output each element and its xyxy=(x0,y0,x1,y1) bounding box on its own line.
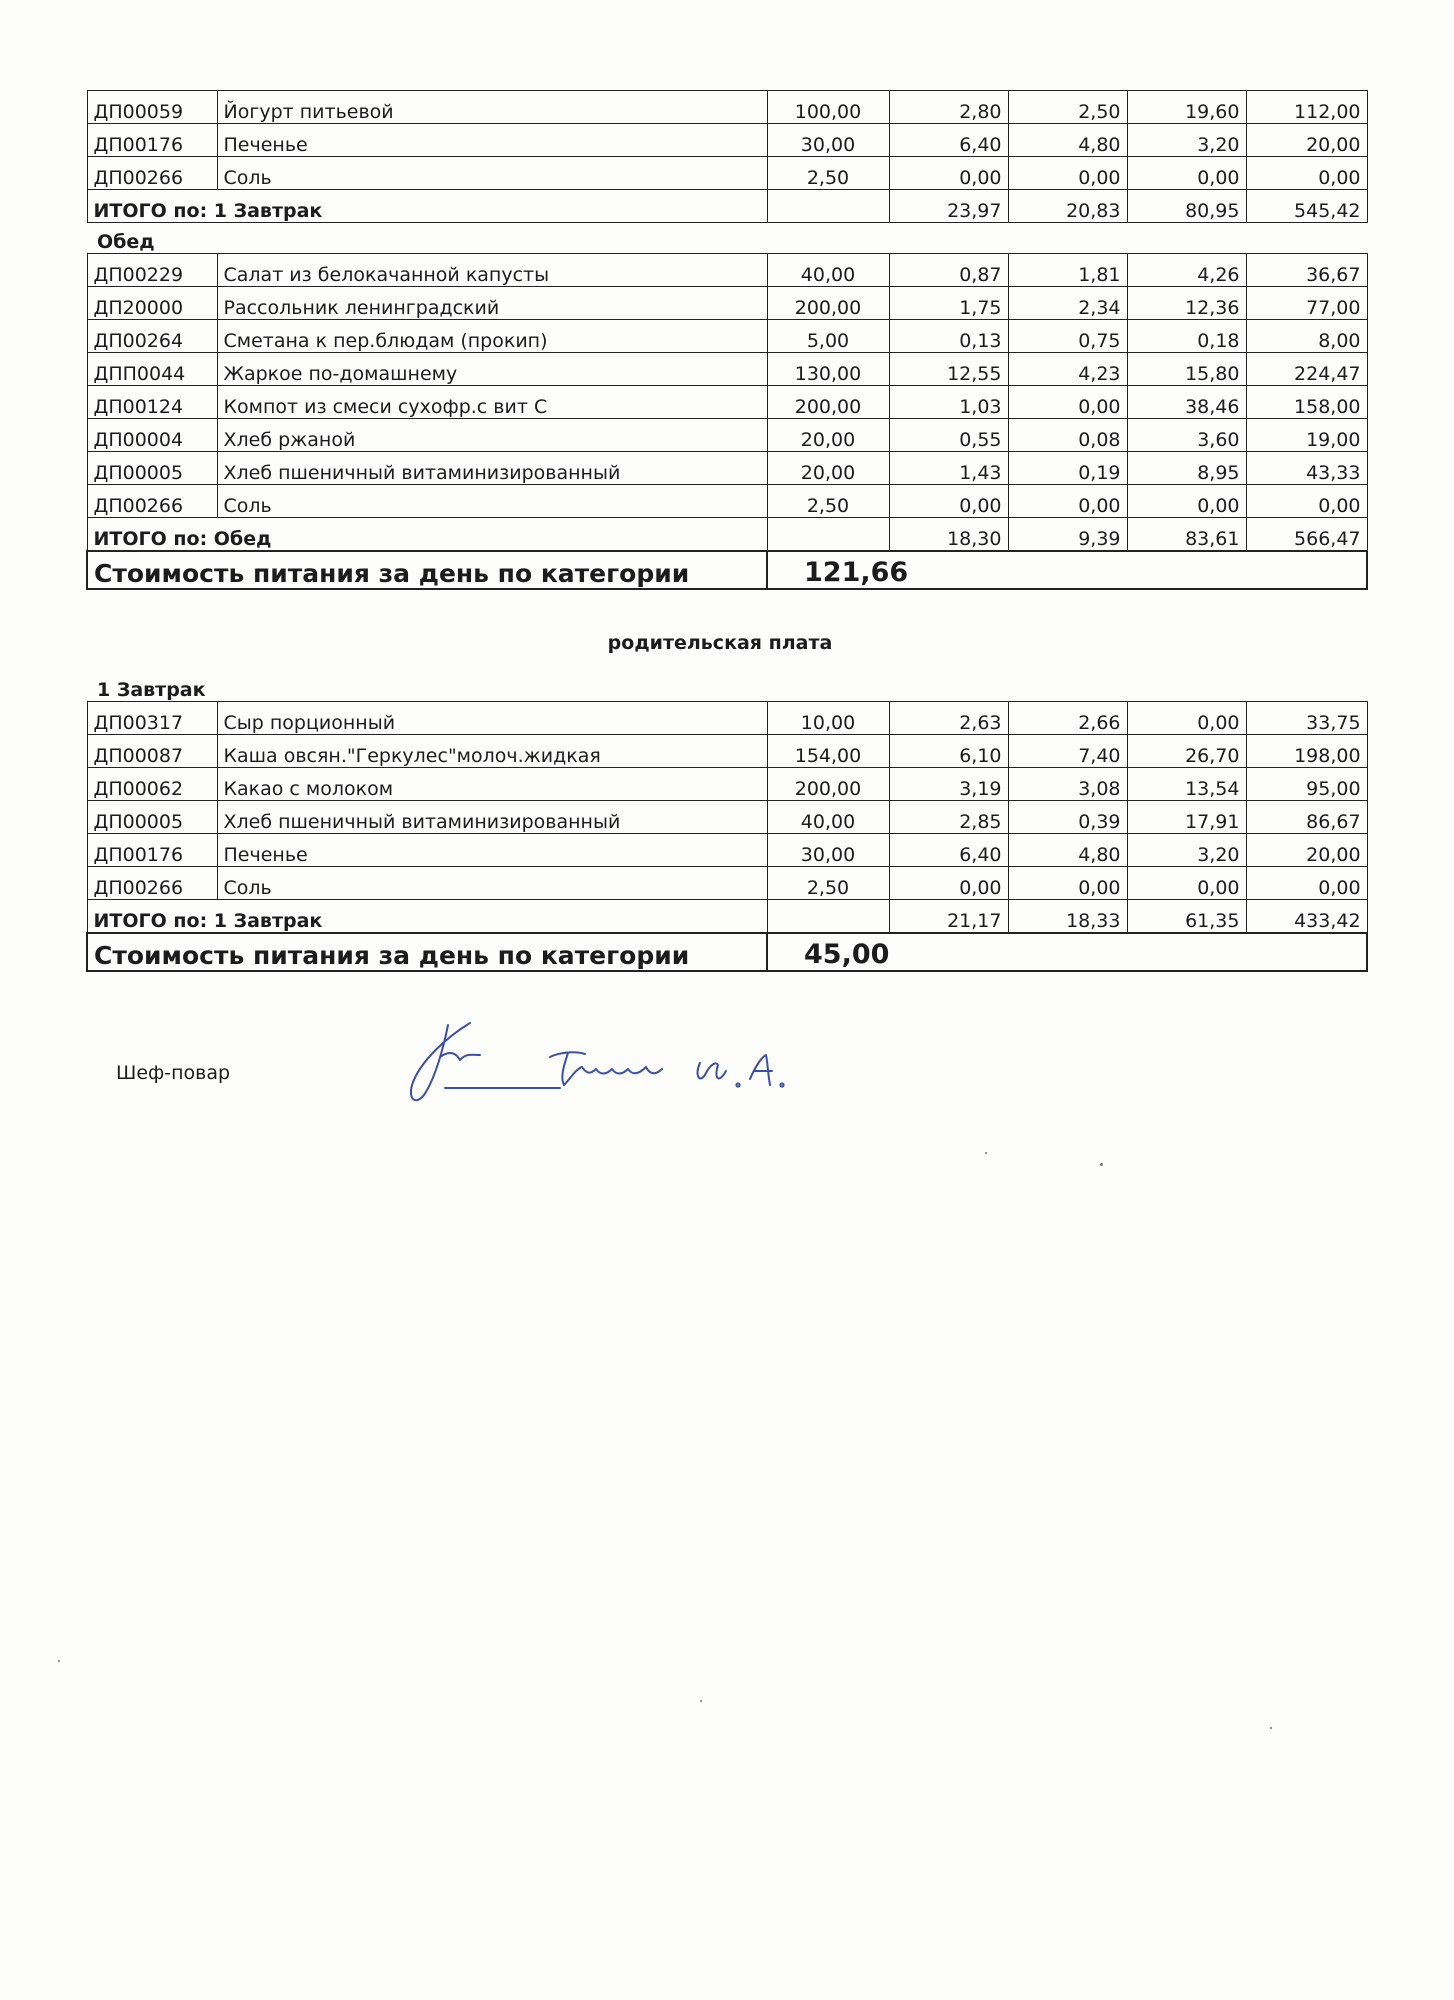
item-name: Йогурт питьевой xyxy=(217,91,767,124)
item-code: ДП00087 xyxy=(87,735,217,768)
item-carbs: 13,54 xyxy=(1127,768,1246,801)
total-carbs: 61,35 xyxy=(1127,900,1246,934)
total-blank-cell xyxy=(767,518,889,552)
item-proteins: 2,85 xyxy=(889,801,1008,834)
total-proteins: 18,30 xyxy=(889,518,1008,552)
item-code: ДП00176 xyxy=(87,834,217,867)
total-carbs: 80,95 xyxy=(1127,190,1246,223)
menu-table-2 xyxy=(86,671,1368,972)
section-heading: Обед xyxy=(87,223,1367,254)
total-row xyxy=(87,190,1367,223)
item-code: ДП00062 xyxy=(87,768,217,801)
item-proteins: 0,00 xyxy=(889,867,1008,900)
table-row xyxy=(87,91,1367,124)
table-row xyxy=(87,320,1367,353)
item-quantity: 5,00 xyxy=(767,320,889,353)
item-proteins: 0,13 xyxy=(889,320,1008,353)
item-fats: 0,75 xyxy=(1008,320,1127,353)
table-row xyxy=(87,735,1367,768)
item-calories: 36,67 xyxy=(1246,254,1367,287)
item-quantity: 2,50 xyxy=(767,157,889,190)
item-carbs: 17,91 xyxy=(1127,801,1246,834)
total-proteins: 21,17 xyxy=(889,900,1008,934)
item-code: ДП00124 xyxy=(87,386,217,419)
item-quantity: 30,00 xyxy=(767,834,889,867)
item-code: ДП00005 xyxy=(87,801,217,834)
item-fats: 1,81 xyxy=(1008,254,1127,287)
item-carbs: 26,70 xyxy=(1127,735,1246,768)
item-calories: 95,00 xyxy=(1246,768,1367,801)
item-code: ДП00266 xyxy=(87,867,217,900)
item-fats: 4,80 xyxy=(1008,124,1127,157)
item-quantity: 200,00 xyxy=(767,386,889,419)
item-fats: 0,39 xyxy=(1008,801,1127,834)
item-code: ДП00004 xyxy=(87,419,217,452)
parent-fee-caption: родительская плата xyxy=(607,632,833,654)
total-row xyxy=(87,900,1367,934)
table-row xyxy=(87,254,1367,287)
total-blank-cell xyxy=(767,190,889,223)
item-quantity: 40,00 xyxy=(767,254,889,287)
item-code: ДП00229 xyxy=(87,254,217,287)
item-quantity: 40,00 xyxy=(767,801,889,834)
item-quantity: 154,00 xyxy=(767,735,889,768)
item-calories: 33,75 xyxy=(1246,702,1367,735)
item-name: Салат из белокачанной капусты xyxy=(217,254,767,287)
table-row xyxy=(87,867,1367,900)
daily-cost-blank xyxy=(1008,933,1367,971)
item-code: ДП00317 xyxy=(87,702,217,735)
item-calories: 0,00 xyxy=(1246,485,1367,518)
total-label: ИТОГО по: Обед xyxy=(87,518,767,552)
item-proteins: 1,43 xyxy=(889,452,1008,485)
total-fats: 9,39 xyxy=(1008,518,1127,552)
item-proteins: 1,75 xyxy=(889,287,1008,320)
daily-cost-row xyxy=(87,551,1367,589)
item-calories: 112,00 xyxy=(1246,91,1367,124)
item-name: Какао с молоком xyxy=(217,768,767,801)
daily-cost-row xyxy=(87,933,1367,971)
table-row xyxy=(87,157,1367,190)
item-fats: 3,08 xyxy=(1008,768,1127,801)
total-fats: 20,83 xyxy=(1008,190,1127,223)
table-row xyxy=(87,702,1367,735)
item-proteins: 12,55 xyxy=(889,353,1008,386)
item-fats: 2,50 xyxy=(1008,91,1127,124)
item-name: Соль xyxy=(217,485,767,518)
item-proteins: 6,10 xyxy=(889,735,1008,768)
item-calories: 224,47 xyxy=(1246,353,1367,386)
item-proteins: 0,00 xyxy=(889,485,1008,518)
item-name: Хлеб пшеничный витаминизированный xyxy=(217,801,767,834)
total-calories: 566,47 xyxy=(1246,518,1367,552)
item-fats: 4,80 xyxy=(1008,834,1127,867)
item-calories: 158,00 xyxy=(1246,386,1367,419)
item-proteins: 2,80 xyxy=(889,91,1008,124)
chef-signature xyxy=(400,1005,820,1115)
item-carbs: 8,95 xyxy=(1127,452,1246,485)
table-row xyxy=(87,419,1367,452)
item-quantity: 20,00 xyxy=(767,419,889,452)
total-blank-cell xyxy=(767,900,889,934)
item-proteins: 3,19 xyxy=(889,768,1008,801)
item-quantity: 130,00 xyxy=(767,353,889,386)
item-proteins: 2,63 xyxy=(889,702,1008,735)
item-fats: 4,23 xyxy=(1008,353,1127,386)
item-carbs: 0,00 xyxy=(1127,485,1246,518)
item-calories: 8,00 xyxy=(1246,320,1367,353)
total-row xyxy=(87,518,1367,552)
item-fats: 2,66 xyxy=(1008,702,1127,735)
item-fats: 2,34 xyxy=(1008,287,1127,320)
item-name: Сметана к пер.блюдам (прокип) xyxy=(217,320,767,353)
daily-cost-value: 45,00 xyxy=(767,933,1008,971)
item-proteins: 0,55 xyxy=(889,419,1008,452)
menu-table-1 xyxy=(86,90,1368,590)
daily-cost-value: 121,66 xyxy=(767,551,1008,589)
item-quantity: 30,00 xyxy=(767,124,889,157)
item-name: Соль xyxy=(217,157,767,190)
item-name: Компот из смеси сухофр.с вит С xyxy=(217,386,767,419)
item-name: Рассольник ленинградский xyxy=(217,287,767,320)
item-calories: 0,00 xyxy=(1246,867,1367,900)
item-name: Соль xyxy=(217,867,767,900)
table-row xyxy=(87,124,1367,157)
item-calories: 0,00 xyxy=(1246,157,1367,190)
item-code: ДП00266 xyxy=(87,485,217,518)
item-calories: 77,00 xyxy=(1246,287,1367,320)
item-fats: 7,40 xyxy=(1008,735,1127,768)
daily-cost-label: Стоимость питания за день по категории xyxy=(87,933,767,971)
item-carbs: 0,00 xyxy=(1127,702,1246,735)
section-heading-row xyxy=(87,671,1367,702)
item-carbs: 3,20 xyxy=(1127,124,1246,157)
item-calories: 20,00 xyxy=(1246,834,1367,867)
item-name: Каша овсян."Геркулес"молоч.жидкая xyxy=(217,735,767,768)
item-quantity: 2,50 xyxy=(767,867,889,900)
item-carbs: 0,00 xyxy=(1127,157,1246,190)
item-proteins: 0,87 xyxy=(889,254,1008,287)
daily-cost-blank xyxy=(1008,551,1367,589)
item-quantity: 200,00 xyxy=(767,287,889,320)
total-calories: 545,42 xyxy=(1246,190,1367,223)
section-heading: 1 Завтрак xyxy=(87,671,1367,702)
table-row xyxy=(87,801,1367,834)
chef-role-label: Шеф-повар xyxy=(116,1062,231,1084)
item-calories: 86,67 xyxy=(1246,801,1367,834)
item-proteins: 6,40 xyxy=(889,834,1008,867)
item-proteins: 6,40 xyxy=(889,124,1008,157)
item-quantity: 10,00 xyxy=(767,702,889,735)
total-fats: 18,33 xyxy=(1008,900,1127,934)
table-row xyxy=(87,287,1367,320)
item-name: Сыр порционный xyxy=(217,702,767,735)
item-carbs: 12,36 xyxy=(1127,287,1246,320)
item-code: ДП20000 xyxy=(87,287,217,320)
item-code: ДП00264 xyxy=(87,320,217,353)
item-fats: 0,00 xyxy=(1008,157,1127,190)
section-heading-row xyxy=(87,223,1367,254)
item-fats: 0,00 xyxy=(1008,867,1127,900)
table-row xyxy=(87,386,1367,419)
item-quantity: 200,00 xyxy=(767,768,889,801)
item-proteins: 0,00 xyxy=(889,157,1008,190)
total-carbs: 83,61 xyxy=(1127,518,1246,552)
item-calories: 198,00 xyxy=(1246,735,1367,768)
daily-cost-label: Стоимость питания за день по категории xyxy=(87,551,767,589)
total-calories: 433,42 xyxy=(1246,900,1367,934)
item-code: ДП00266 xyxy=(87,157,217,190)
item-fats: 0,00 xyxy=(1008,386,1127,419)
table-row xyxy=(87,452,1367,485)
item-carbs: 0,18 xyxy=(1127,320,1246,353)
item-name: Печенье xyxy=(217,834,767,867)
item-code: ДП00059 xyxy=(87,91,217,124)
item-carbs: 0,00 xyxy=(1127,867,1246,900)
item-code: ДП00005 xyxy=(87,452,217,485)
table-row xyxy=(87,834,1367,867)
table-row xyxy=(87,768,1367,801)
item-quantity: 2,50 xyxy=(767,485,889,518)
item-name: Жаркое по-домашнему xyxy=(217,353,767,386)
item-quantity: 20,00 xyxy=(767,452,889,485)
item-carbs: 15,80 xyxy=(1127,353,1246,386)
table-row xyxy=(87,485,1367,518)
table-row xyxy=(87,353,1367,386)
item-proteins: 1,03 xyxy=(889,386,1008,419)
total-proteins: 23,97 xyxy=(889,190,1008,223)
total-label: ИТОГО по: 1 Завтрак xyxy=(87,190,767,223)
item-carbs: 38,46 xyxy=(1127,386,1246,419)
item-name: Хлеб пшеничный витаминизированный xyxy=(217,452,767,485)
item-code: ДП00176 xyxy=(87,124,217,157)
item-calories: 19,00 xyxy=(1246,419,1367,452)
item-fats: 0,08 xyxy=(1008,419,1127,452)
item-calories: 43,33 xyxy=(1246,452,1367,485)
item-quantity: 100,00 xyxy=(767,91,889,124)
item-carbs: 3,20 xyxy=(1127,834,1246,867)
item-calories: 20,00 xyxy=(1246,124,1367,157)
item-carbs: 3,60 xyxy=(1127,419,1246,452)
item-carbs: 4,26 xyxy=(1127,254,1246,287)
item-fats: 0,19 xyxy=(1008,452,1127,485)
item-fats: 0,00 xyxy=(1008,485,1127,518)
item-name: Хлеб ржаной xyxy=(217,419,767,452)
item-code: ДПП0044 xyxy=(87,353,217,386)
item-carbs: 19,60 xyxy=(1127,91,1246,124)
total-label: ИТОГО по: 1 Завтрак xyxy=(87,900,767,934)
item-name: Печенье xyxy=(217,124,767,157)
